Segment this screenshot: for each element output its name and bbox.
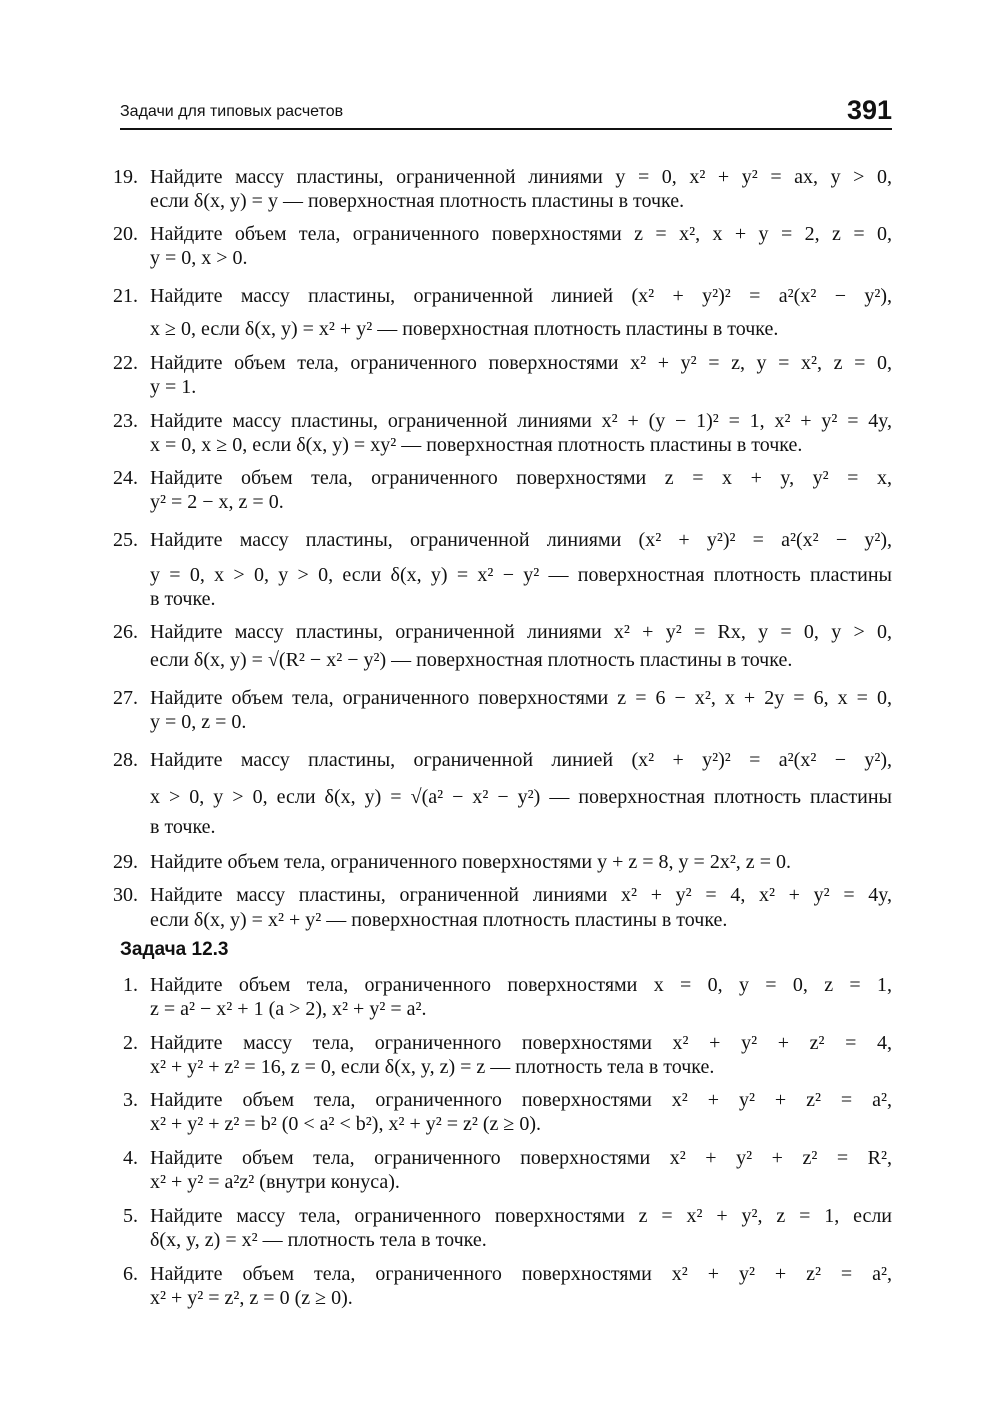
problem-text-line: Найдите объем тела, ограниченного поверхностями x² + y² = z, y = x², z = 0, <box>150 352 892 374</box>
problem-number: 27. <box>113 687 138 709</box>
problem-number: 4. <box>123 1147 138 1169</box>
problem-text-line: Найдите массу пластины, ограниченной линиями x² + (y − 1)² = 1, x² + y² = 4y, <box>150 410 892 432</box>
section-title: Задача 12.3 <box>120 939 229 960</box>
problem-text-line: Найдите массу пластины, ограниченной линией (x² + y²)² = a²(x² − y²), <box>150 749 892 771</box>
problem-text-line: Найдите массу пластины, ограниченной линиями (x² + y²)² = a²(x² − y²), <box>150 529 892 551</box>
problem-text-line: если δ(x, y) = x² + y² — поверхностная плотность пластины в точке. <box>150 909 728 931</box>
problem-number: 3. <box>123 1089 138 1111</box>
problem-text-line: Найдите массу пластины, ограниченной линиями y = 0, x² + y² = ax, y > 0, <box>150 166 892 188</box>
problem-text-line: y² = 2 − x, z = 0. <box>150 491 284 513</box>
problem-number: 25. <box>113 529 138 551</box>
problem-text-line: в точке. <box>150 816 216 838</box>
problem-number: 29. <box>113 851 138 873</box>
problem-text-line: x² + y² = z², z = 0 (z ≥ 0). <box>150 1287 353 1309</box>
problem-text-line: y = 0, x > 0, y > 0, если δ(x, y) = x² − y² — поверхностная плотность пластины <box>150 564 892 586</box>
problem-text-line: Найдите массу пластины, ограниченной линиями x² + y² = Rx, y = 0, y > 0, <box>150 621 892 643</box>
problem-text-line: x² + y² + z² = b² (0 < a² < b²), x² + y² = z² (z ≥ 0). <box>150 1113 542 1135</box>
problem-text-line: x ≥ 0, если δ(x, y) = x² + y² — поверхностная плотность пластины в точке. <box>150 318 779 340</box>
problem-text-line: δ(x, y, z) = x² — плотность тела в точке. <box>150 1229 487 1251</box>
problem-number: 30. <box>113 884 138 906</box>
problem-text-line: z = a² − x² + 1 (a > 2), x² + y² = a². <box>150 998 427 1020</box>
problem-text-line: Найдите объем тела, ограниченного поверхностями y + z = 8, y = 2x², z = 0. <box>150 851 791 873</box>
problem-text-line: Найдите объем тела, ограниченного поверхностями z = x + y, y² = x, <box>150 467 892 489</box>
problem-text-line: Найдите объем тела, ограниченного поверхностями x² + y² + z² = R², <box>150 1147 892 1169</box>
problem-number: 19. <box>113 166 138 188</box>
problem-number: 2. <box>123 1032 138 1054</box>
problem-text-line: в точке. <box>150 588 216 610</box>
problem-text-line: Найдите объем тела, ограниченного поверхностями x² + y² + z² = a², <box>150 1089 892 1111</box>
problem-text-line: y = 0, x > 0. <box>150 247 248 269</box>
problem-text-line: Найдите массу пластины, ограниченной линиями x² + y² = 4, x² + y² = 4y, <box>150 884 892 906</box>
problem-number: 6. <box>123 1263 138 1285</box>
problem-text-line: x² + y² = a²z² (внутри конуса). <box>150 1171 400 1193</box>
problem-text-line: x² + y² + z² = 16, z = 0, если δ(x, y, z) = z — плотность тела в точке. <box>150 1056 715 1078</box>
problem-number: 28. <box>113 749 138 771</box>
problem-text-line: Найдите массу тела, ограниченного поверхностями z = x² + y², z = 1, если <box>150 1205 892 1227</box>
problem-number: 1. <box>123 974 138 996</box>
problem-text-line: Найдите массу пластины, ограниченной линией (x² + y²)² = a²(x² − y²), <box>150 285 892 307</box>
problem-number: 5. <box>123 1205 138 1227</box>
problem-number: 23. <box>113 410 138 432</box>
problem-text-line: y = 1. <box>150 376 197 398</box>
problem-text-line: Найдите объем тела, ограниченного поверхностями x² + y² + z² = a², <box>150 1263 892 1285</box>
problem-text-line: если δ(x, y) = y — поверхностная плотность пластины в точке. <box>150 190 685 212</box>
problem-number: 26. <box>113 621 138 643</box>
problem-text-line: если δ(x, y) = √(R² − x² − y²) — поверхностная плотность пластины в точке. <box>150 649 793 671</box>
problem-text-line: Найдите объем тела, ограниченного поверхностями z = 6 − x², x + 2y = 6, x = 0, <box>150 687 892 709</box>
problem-number: 20. <box>113 223 138 245</box>
problem-number: 24. <box>113 467 138 489</box>
page-number: 391 <box>846 95 892 125</box>
header-title: Задачи для типовых расчетов <box>120 103 344 120</box>
problem-number: 22. <box>113 352 138 374</box>
problem-text-line: x > 0, y > 0, если δ(x, y) = √(a² − x² − y²) — поверхностная плотность пластины <box>150 786 892 808</box>
problem-text-line: y = 0, z = 0. <box>150 711 247 733</box>
running-header <box>120 92 892 130</box>
problem-text-line: Найдите объем тела, ограниченного поверхностями z = x², x + y = 2, z = 0, <box>150 223 892 245</box>
problem-text-line: Найдите объем тела, ограниченного поверхностями x = 0, y = 0, z = 1, <box>150 974 892 996</box>
problem-text-line: x = 0, x ≥ 0, если δ(x, y) = xy² — поверхностная плотность пластины в точке. <box>150 434 803 456</box>
problem-number: 21. <box>113 285 138 307</box>
problem-text-line: Найдите массу тела, ограниченного поверхностями x² + y² + z² = 4, <box>150 1032 892 1054</box>
